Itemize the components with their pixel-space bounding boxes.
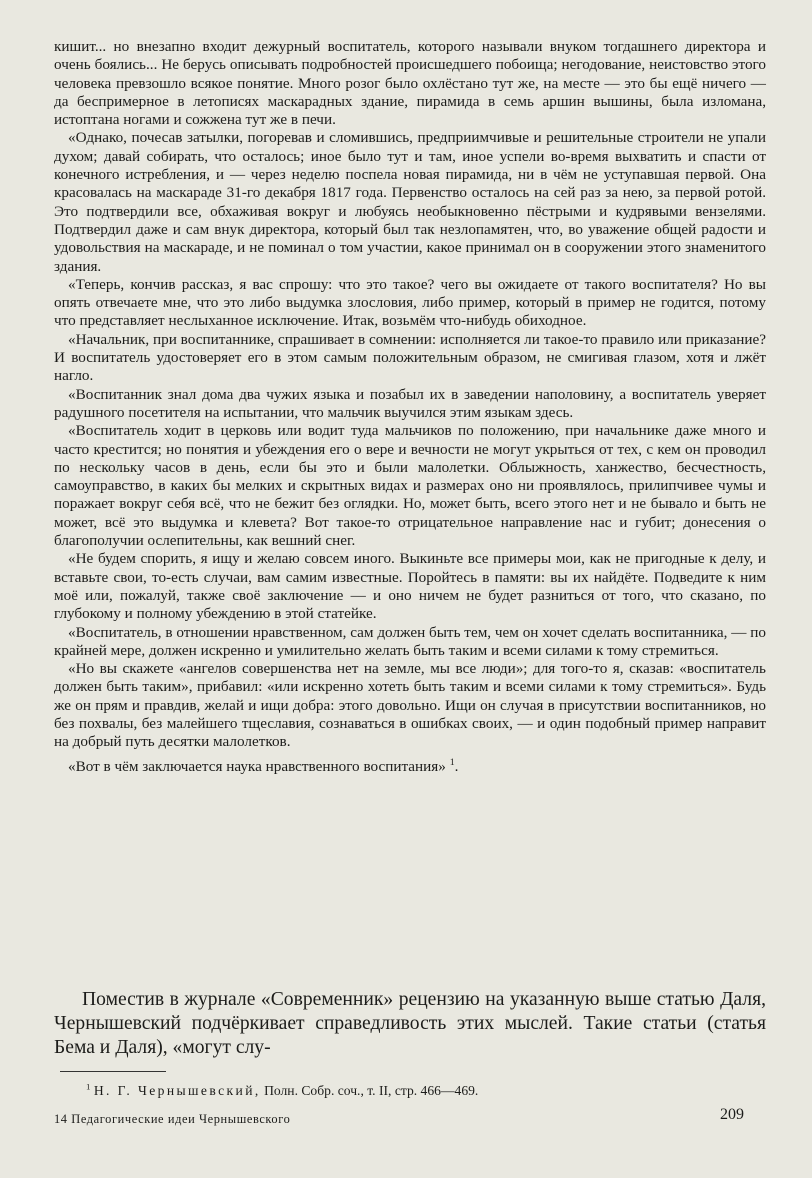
quote-paragraph: «Воспитатель, в отношении нравственном, сам должен быть тем, чем он хочет сделать воспитанника, — по крайней мере, должен искренно и умилительно желать быть таким и всеми силами к тому стремиться. (54, 623, 766, 659)
quote-closing-paragraph: «Вот в чём заключается наука нравственного воспитания» $^1$. (68, 756, 459, 775)
footnote-text: Полн. Собр. соч., т. II, стр. 466—469. (264, 1083, 479, 1098)
footnote-divider (60, 1071, 166, 1072)
quote-paragraph: «Теперь, кончив рассказ, я вас спрошу: что это такое? чего вы ожидаете от такого воспитателя? Но вы опять отвечаете мне, что это либо выдумка злословия, либо пример, который в пример не годится, потому что представляет неслыханное исключение. Итак, возьмём что-нибудь обиходное. (54, 275, 766, 330)
footnote-mark: 1 (86, 1081, 91, 1092)
quote-paragraph: «Воспитатель ходит в церковь или водит туда мальчиков по положению, при начальнике даже много и часто крестится; но понятия и убеждения его о вере и вечности не могут укрыться от тех, с кем он проводил по нескольку часов в день, если бы это и были малолетки. Облыжность, ханжество, бесчестность, самоуправство, в каких бы мелких и скрытных видах и размерах оно ни проявлялось, прилипчивее чумы и поражает вокруг себя всё, что не бежит без оглядки. Но, может быть, всего этого нет и не бывало и быть не может, всё это выдумка и клевета? Вот такое-то отрицательное направление нас и губит; донесения о благополучии ослепительны, как вешний снег. (54, 422, 766, 550)
quotation-block (54, 38, 766, 776)
quote-paragraph: «Однако, почесав затылки, погоревав и сломившись, предприимчивые и решительные строители не упали духом; давай собирать, что осталось; иное было тут и там, иное успели во-время выхватить и спасти от конечного истребления, и — через неделю поспела новая пирамида, ни в чём не уступавшая первой. Она красовалась на маскараде 31-го декабря 1817 года. Первенство осталось на сей раз за нею, за первой ротой. Это подтвердили все, обхаживая вокруг и любуясь необыкновенно пёстрыми и кудрявыми вензелями. Подтвердил даже и сам внук директора, который был так незлопамятен, что, во уважение общей радости и удовольствия на маскараде, и не поминал о том участии, какое принимал он в сооружении этого знаменитого здания. (54, 129, 766, 275)
quote-paragraph: «Начальник, при воспитаннике, спрашивает в сомнении: исполняется ли такое-то правило или приказание? И воспитатель удостоверяет его в этом самым положительным образом, не смигивая глазом, хотя и лжёт нагло. (54, 330, 766, 385)
quote-paragraph: кишит... но внезапно входит дежурный воспитатель, которого называли внуком тогдашнего директора и очень боялись... Не берусь описывать подробностей происшедшего побоища; негодование, неистовство этого человека превзошло всякое понятие. Много розог было охлёстано тут же, на месте — это бы ещё ничего — да беспримерное в летописях маскарадных здание, пирамида в семь аршин вышины, была изломана, истоптана ногами и сожжена тут же в печи. (54, 38, 766, 129)
footnote (86, 1082, 776, 1099)
quote-paragraph: «Не будем спорить, я ищу и желаю совсем иного. Выкиньте все примеры мои, как не пригодные к делу, и вставьте свои, то-есть случаи, вам самим известные. Поройтесь в памяти: вы их найдёте. Подведите к ним моё или, пожалуй, также своё заключение — и оно ничем не будет разниться от того, что сказано, по глубокому и полному убеждению в этой статейке. (54, 550, 766, 623)
quote-paragraph: «Воспитанник знал дома два чужих языка и позабыл их в заведении наполовину, а воспитатель уверяет радушного посетителя на испытании, что мальчик выучился этим языкам здесь. (54, 385, 766, 421)
page-number: 209 (720, 1106, 744, 1123)
commentary-paragraph: Поместив в журнале «Современник» рецензию на указанную выше статью Даля, Чернышевский подчёркивает справедливость этих мыслей. Такие статьи (статья Бема и Даля), «могут слу- (54, 989, 766, 1058)
quote-paragraph: «Но вы скажете «ангелов совершенства нет на земле, мы все люди»; для того-то я, сказав: «воспитатель должен быть таким», прибавил: «или искренно хотеть быть таким и всеми силами к тому стремиться». Будь же он прям и правдив, желай и ищи добра: этого довольно. Ищи он случая в присутствии воспитанников, но без похвалы, без малейшего тщеславия, сознаваться в ошибках своих, — и один подобный пример направит на добрый путь десятки малолетков. (54, 660, 766, 751)
footnote-author: Н. Г. Чернышевский, (93, 1083, 261, 1098)
quote-closing-text: «Вот в чём заключается наука нравственного воспитания» (68, 757, 446, 775)
printer-signature: 14 Педагогические идеи Чернышевского (54, 1112, 291, 1126)
footnote-reference: 1 (449, 756, 455, 768)
